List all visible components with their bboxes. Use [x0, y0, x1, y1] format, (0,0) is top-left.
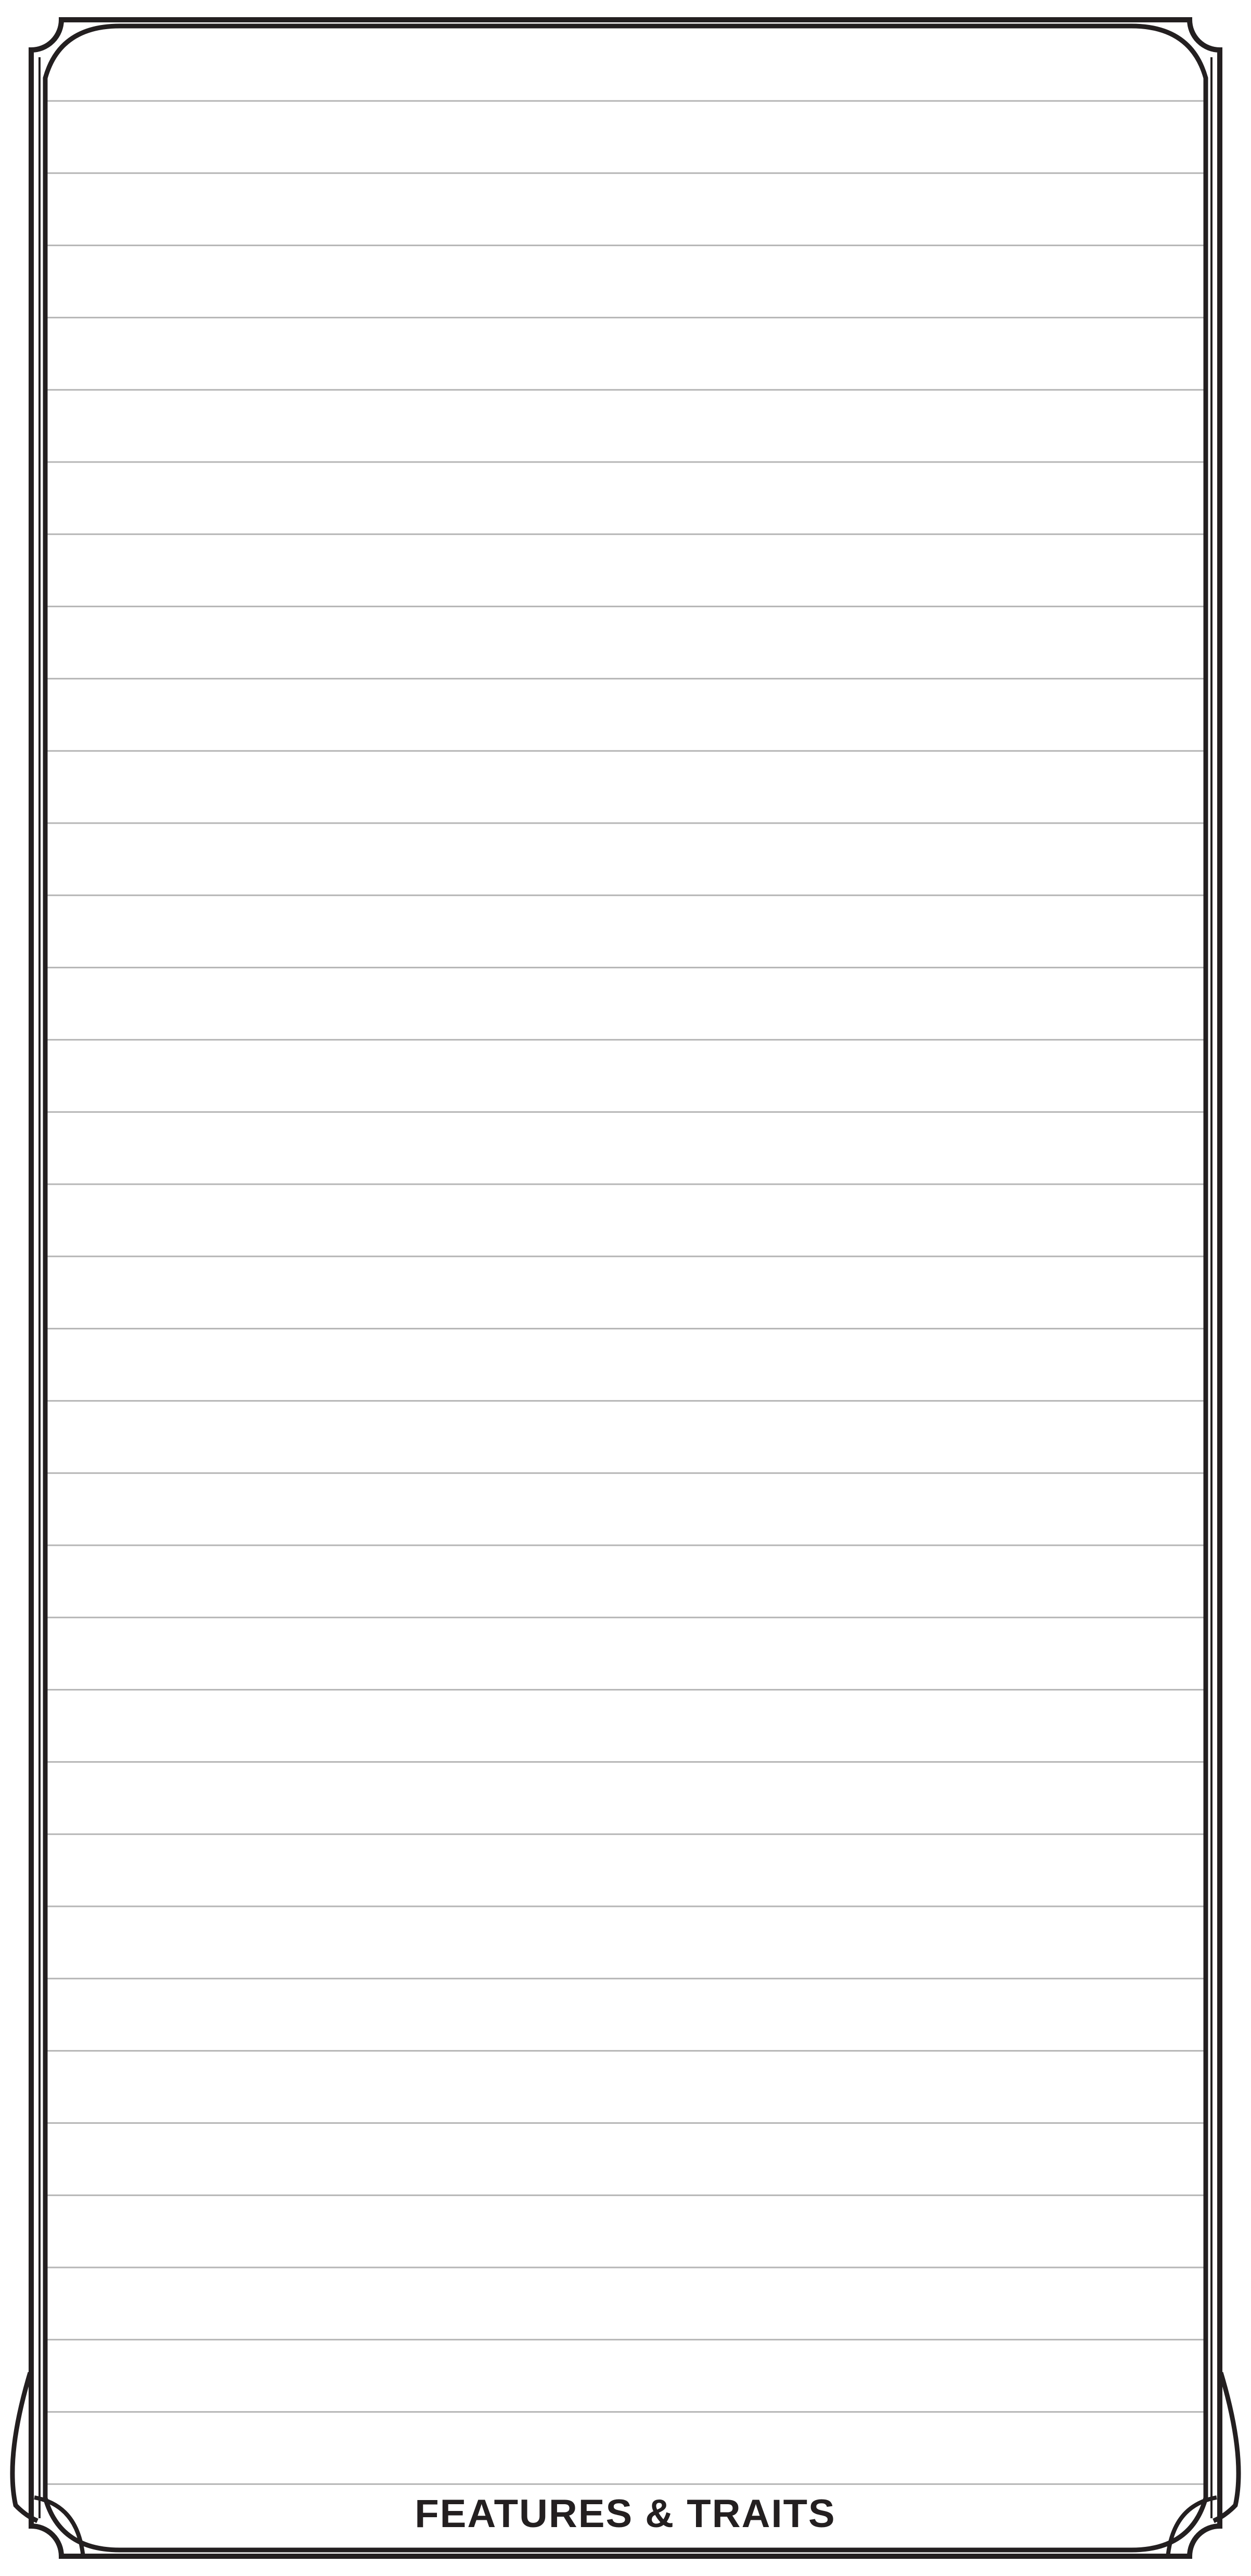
inner-border	[45, 26, 1206, 2550]
ruled-lines	[46, 101, 1205, 2484]
outer-border	[31, 20, 1220, 2556]
panel-title: FEATURES & TRAITS	[415, 2492, 836, 2536]
